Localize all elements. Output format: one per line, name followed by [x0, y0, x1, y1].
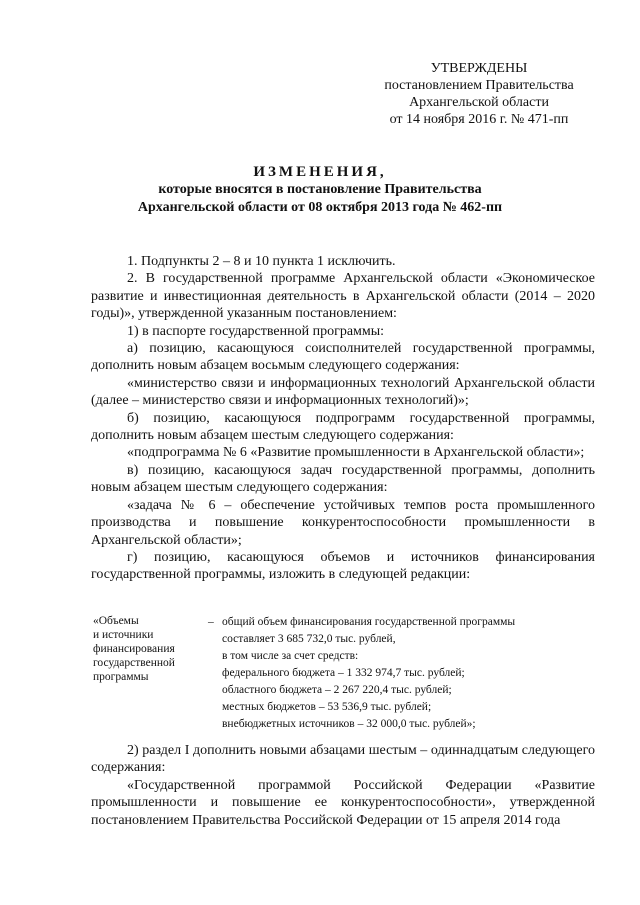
- label-line: государственной: [93, 657, 175, 669]
- paragraph: б) позицию, касающуюся подпрограмм государственной программы, дополнить новым абзацем шестым следующего содержания:: [91, 410, 595, 444]
- label-line: «Объемы: [93, 615, 139, 627]
- financing-line: общий объем финансирования государственной программы: [222, 616, 516, 628]
- paragraph: «министерство связи и информационных технологий Архангельской области (далее – министерство связи и информационных технологий)»;: [91, 375, 595, 409]
- financing-line: в том числе за счет средств:: [222, 650, 359, 662]
- paragraph: «задача № 6 – обеспечение устойчивых темпов роста промышленного производства и повышение конкурентоспособности промышленности в Архангельской области»;: [91, 497, 595, 548]
- paragraph: в) позицию, касающуюся задач государственной программы, дополнить новым абзацем шестым следующего содержания:: [91, 462, 595, 496]
- title-subheading: Архангельской области от 08 октября 2013 года № 462-пп: [137, 200, 503, 215]
- label-line: финансирования: [93, 643, 175, 655]
- financing-line: составляет 3 685 732,0 тыс. рублей,: [222, 633, 396, 645]
- paragraph: а) позицию, касающуюся соисполнителей государственной программы, дополнить новым абзацем восьмым следующего содержания:: [91, 341, 595, 374]
- approval-heading: УТВЕРЖДЕНЫ: [430, 61, 528, 76]
- document-title: [0, 163, 640, 217]
- document-body: [91, 253, 595, 584]
- approval-stamp: [364, 60, 594, 128]
- paragraph: г) позицию, касающуюся объемов и источников финансирования государственной программы, изложить в следующей редакции:: [91, 549, 595, 583]
- document-body-continued: [91, 742, 595, 829]
- label-line: и источники: [93, 629, 154, 641]
- paragraph: 1) в паспорте государственной программы:: [127, 323, 385, 339]
- financing-line: местных бюджетов – 53 536,9 тыс. рублей;: [222, 701, 432, 713]
- financing-line: федерального бюджета – 1 332 974,7 тыс. рублей;: [222, 667, 465, 679]
- approval-line: постановлением Правительства: [384, 78, 574, 93]
- label-line: программы: [93, 671, 149, 683]
- paragraph: 2) раздел I дополнить новыми абзацами шестым – одиннадцатым следующего содержания:: [91, 743, 595, 776]
- approval-line: Архангельской области: [409, 95, 549, 110]
- financing-line: областного бюджета – 2 267 220,4 тыс. рублей;: [222, 684, 452, 696]
- financing-label: [93, 614, 208, 684]
- title-heading: ИЗМЕНЕНИЯ,: [253, 164, 387, 180]
- financing-dash: –: [208, 616, 214, 628]
- financing-values: [222, 614, 594, 733]
- title-subheading: которые вносятся в постановление Правительства: [158, 182, 482, 197]
- paragraph: 1. Подпункты 2 – 8 и 10 пункта 1 исключить.: [127, 254, 396, 269]
- financing-line: внебюджетных источников – 32 000,0 тыс. рублей»;: [222, 718, 476, 730]
- paragraph: 2. В государственной программе Архангельской области «Экономическое развитие и инвестиционная деятельность в Архангельской области (2014 – 2020 годы)», утвержденной указанным постановлением:: [91, 271, 595, 322]
- paragraph: «подпрограмма № 6 «Развитие промышленности в Архангельской области»;: [127, 445, 585, 461]
- approval-line: от 14 ноября 2016 г. № 471-пп: [389, 112, 569, 127]
- paragraph: «Государственной программой Российской Федерации «Развитие промышленности и повышение ее конкурентоспособности», утвержденной постановлением Правительства Российской Федерации от 15 апреля 2014 года: [91, 777, 595, 828]
